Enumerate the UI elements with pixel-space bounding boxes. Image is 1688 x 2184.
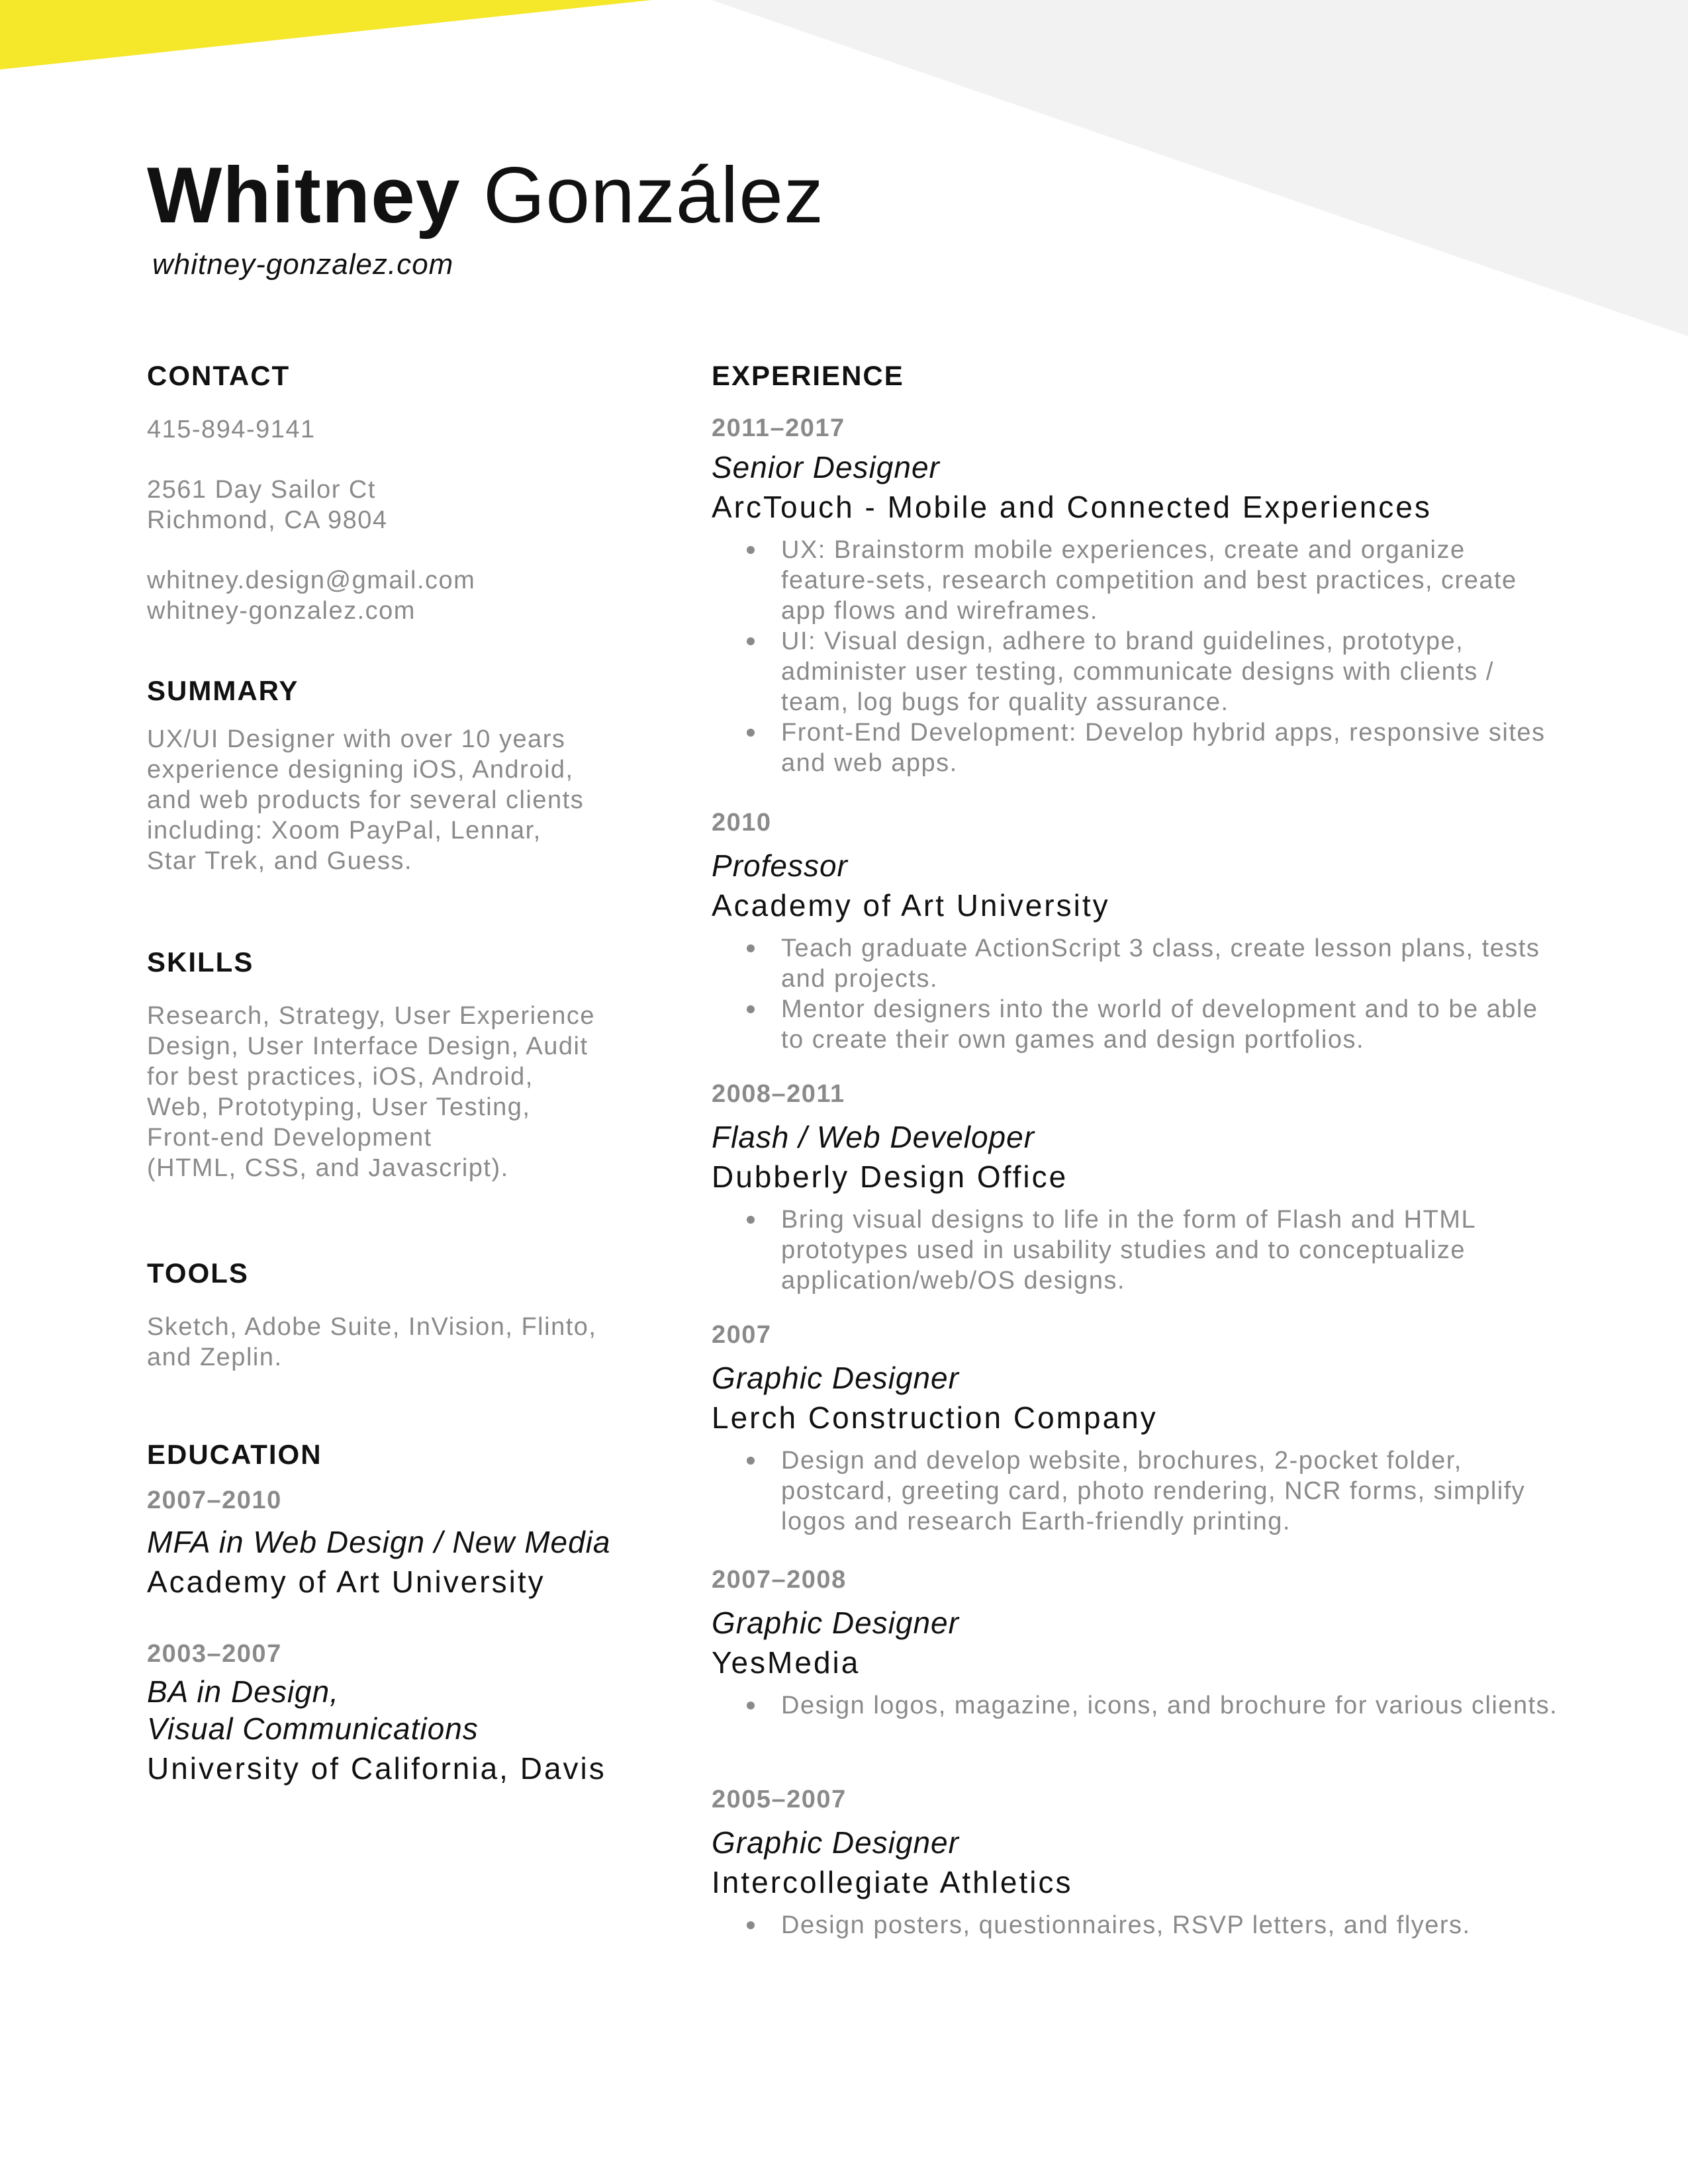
education-item: [147, 1485, 677, 1603]
summary-line: and web products for several clients: [147, 786, 585, 814]
job-role: Professor: [712, 848, 848, 883]
contact-details: [147, 414, 677, 626]
job-years: 2007–2008: [712, 1566, 847, 1594]
bullet-line: app flows and wireframes.: [781, 597, 1098, 625]
education-years: 2003–2007: [147, 1640, 282, 1668]
bullet-line: feature-sets, research competition and best practices, create: [781, 567, 1517, 594]
bullet-line: Front-End Development: Develop hybrid apps, responsive sites: [781, 719, 1546, 747]
bullet-line: application/web/OS designs.: [781, 1267, 1126, 1295]
education-item: [147, 1639, 677, 1790]
bullet-line: UX: Brainstorm mobile experiences, create and organize: [781, 536, 1466, 564]
bullet-line: Design logos, magazine, icons, and brochure for various clients.: [781, 1692, 1558, 1719]
job-years: 2011–2017: [712, 414, 845, 442]
job-company: Academy of Art University: [712, 888, 1110, 923]
education-degree-line2: Visual Communications: [147, 1711, 479, 1746]
job-years: 2010: [712, 809, 772, 837]
bullet-line: postcard, greeting card, photo rendering, NCR forms, simplify: [781, 1477, 1526, 1505]
job-bullets: [712, 535, 1585, 778]
summary-title: SUMMARY: [147, 675, 299, 706]
right-column: [712, 357, 1585, 1940]
job-role: Flash / Web Developer: [712, 1120, 1035, 1154]
job-bullet: [712, 535, 1585, 626]
last-name: González: [483, 151, 824, 240]
job-entry: [712, 807, 1585, 1055]
job-bullet: [712, 933, 1585, 994]
job-role: Graphic Designer: [712, 1361, 959, 1395]
bullet-line: administer user testing, communicate designs with clients /: [781, 658, 1494, 686]
resume-name: [147, 146, 824, 245]
education-title: EDUCATION: [147, 1439, 322, 1470]
contact-address-line2: Richmond, CA 9804: [147, 506, 388, 534]
contact-email-link[interactable]: whitney.design@gmail.com: [147, 567, 476, 594]
skills-line: Design, User Interface Design, Audit: [147, 1032, 588, 1060]
job-bullet: [712, 1205, 1585, 1296]
job-bullet: [712, 1910, 1585, 1940]
summary-line: UX/UI Designer with over 10 years: [147, 725, 566, 753]
job-role: Graphic Designer: [712, 1825, 959, 1860]
job-role: Senior Designer: [712, 450, 940, 484]
skills-title: SKILLS: [147, 946, 254, 978]
tools-section: [147, 1255, 677, 1373]
skills-line: Front-end Development: [147, 1124, 432, 1152]
job-company: Dubberly Design Office: [712, 1160, 1068, 1194]
summary-line: Star Trek, and Guess.: [147, 847, 413, 875]
contact-title: CONTACT: [147, 360, 291, 391]
job-company: YesMedia: [712, 1645, 861, 1680]
skills-line: Research, Strategy, User Experience: [147, 1002, 595, 1030]
job-bullets: [712, 1445, 1585, 1537]
bullet-line: and web apps.: [781, 749, 958, 777]
bullet-line: UI: Visual design, adhere to brand guidelines, prototype,: [781, 627, 1464, 655]
bullet-line: and projects.: [781, 965, 939, 993]
job-company: Lerch Construction Company: [712, 1400, 1158, 1435]
job-years: 2005–2007: [712, 1786, 847, 1813]
education-school: University of California, Davis: [147, 1751, 606, 1786]
bullet-line: Design posters, questionnaires, RSVP letters, and flyers.: [781, 1911, 1471, 1939]
job-entry: [712, 413, 1585, 778]
gray-corner-shape: [712, 0, 1688, 336]
job-bullets: [712, 933, 1585, 1055]
job-bullets: [712, 1690, 1585, 1721]
contact-website-link[interactable]: whitney-gonzalez.com: [147, 597, 416, 625]
skills-line: Web, Prototyping, User Testing,: [147, 1093, 531, 1121]
job-entry: [712, 1784, 1585, 1940]
yellow-accent-stripe: [0, 0, 652, 69]
education-school: Academy of Art University: [147, 1565, 545, 1599]
bullet-line: Mentor designers into the world of development and to be able: [781, 995, 1538, 1023]
job-bullet: [712, 1690, 1585, 1721]
left-column: [147, 357, 677, 1790]
tools-text: [147, 1312, 677, 1373]
job-bullet: [712, 1445, 1585, 1537]
bullet-line: to create their own games and design portfolios.: [781, 1026, 1365, 1054]
job-entry: [712, 1079, 1585, 1296]
summary-section: [147, 672, 677, 876]
job-entry: [712, 1320, 1585, 1537]
job-company: ArcTouch - Mobile and Connected Experiences: [712, 490, 1432, 524]
bullet-line: prototypes used in usability studies and to conceptualize: [781, 1236, 1466, 1264]
contact-phone: 415-894-9141: [147, 416, 316, 443]
job-bullet: [712, 994, 1585, 1055]
header-website-link[interactable]: whitney-gonzalez.com: [152, 248, 454, 281]
skills-line: (HTML, CSS, and Javascript).: [147, 1154, 509, 1182]
contact-section: [147, 357, 677, 626]
job-entry: [712, 1565, 1585, 1721]
tools-title: TOOLS: [147, 1257, 249, 1289]
skills-line: for best practices, iOS, Android,: [147, 1063, 534, 1091]
skills-section: [147, 944, 677, 1183]
tools-line: Sketch, Adobe Suite, InVision, Flinto,: [147, 1313, 597, 1341]
bullet-line: Bring visual designs to life in the form of Flash and HTML: [781, 1206, 1477, 1234]
job-bullets: [712, 1205, 1585, 1296]
education-section: [147, 1436, 677, 1790]
experience-title: EXPERIENCE: [712, 360, 904, 391]
bullet-line: logos and research Earth-friendly printing.: [781, 1508, 1291, 1535]
job-bullet: [712, 626, 1585, 717]
skills-text: [147, 1001, 677, 1183]
education-degree: BA in Design,: [147, 1674, 339, 1709]
contact-address-line1: 2561 Day Sailor Ct: [147, 476, 376, 504]
job-years: 2008–2011: [712, 1080, 845, 1108]
tools-line: and Zeplin.: [147, 1343, 283, 1371]
bullet-line: team, log bugs for quality assurance.: [781, 688, 1229, 716]
summary-line: experience designing iOS, Android,: [147, 756, 574, 784]
summary-text: [147, 724, 677, 876]
job-role: Graphic Designer: [712, 1606, 959, 1640]
job-years: 2007: [712, 1321, 772, 1349]
bullet-line: Teach graduate ActionScript 3 class, create lesson plans, tests: [781, 934, 1540, 962]
job-bullets: [712, 1910, 1585, 1940]
education-years: 2007–2010: [147, 1486, 282, 1514]
job-bullet: [712, 717, 1585, 778]
bullet-line: Design and develop website, brochures, 2-pocket folder,: [781, 1447, 1462, 1475]
job-company: Intercollegiate Athletics: [712, 1865, 1073, 1899]
first-name: Whitney: [147, 151, 461, 240]
education-degree: MFA in Web Design / New Media: [147, 1525, 611, 1559]
summary-line: including: Xoom PayPal, Lennar,: [147, 817, 541, 844]
